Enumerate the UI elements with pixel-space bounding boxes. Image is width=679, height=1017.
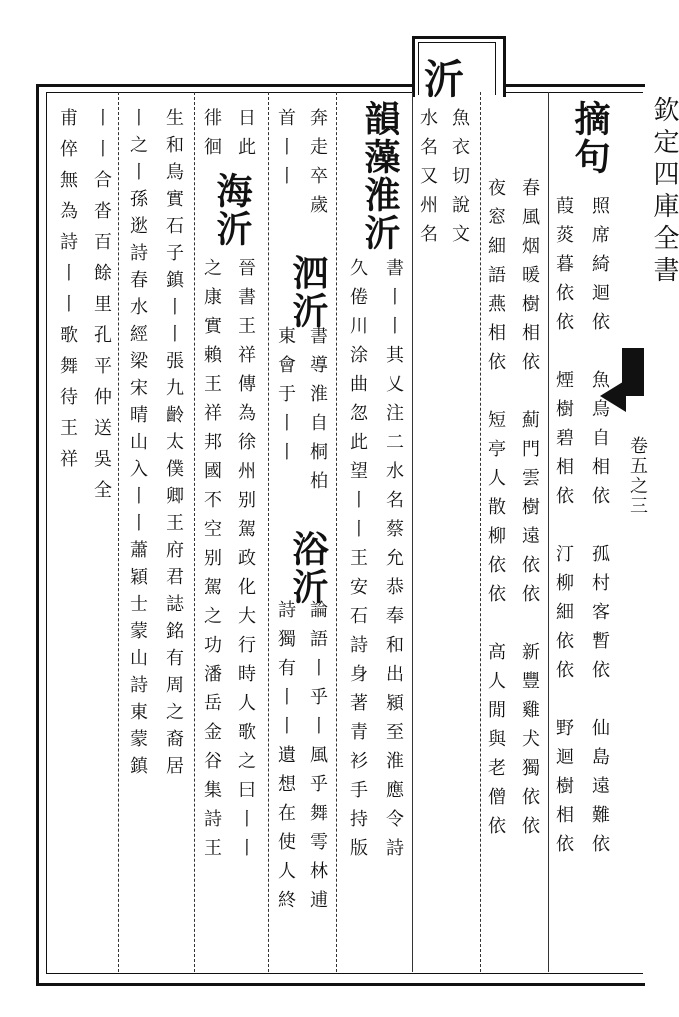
book-title: 欽定四庫全書 [649,96,679,288]
text-column-10-pre: 首丨丨 [275,108,296,195]
text-column-14: 生和鳥實石子鎮丨丨張九齡太僕卿王府君誌銘有周之裔居 [163,108,184,783]
text-column-1: 照席綺迴依 魚鳥自相依 孤村客暫依 仙島遠難依 [589,196,610,863]
text-column-5: 魚衣切說文 [449,108,470,253]
text-column-4: 夜窓細語燕相依 短亭人散柳依依 高人閒與老僧依 [485,178,506,845]
text-column-3: 春風烟暖樹相依 薊門雲樹遠依依 新豐雞犬獨依依 [519,178,540,845]
column-rule [336,92,337,972]
entry-heading-siyi: 泗沂 [287,254,329,330]
column-rule [480,92,481,972]
text-column-9-pre: 奔走卒歲 [307,108,328,224]
entry-heading-yuyi: 浴沂 [287,530,329,606]
entry-heading-zhaiju: 摘句 [569,100,611,176]
heading-character: 沂 [424,56,464,103]
entry-heading-huaiyi: 韻藻淮沂 [359,100,401,252]
column-rule [412,92,413,972]
column-rule [194,92,195,972]
text-column-7: 書丨丨其乂注二水名蔡允恭奉和出潁至淮應令詩 [383,258,404,867]
entry-heading-haiyi: 海沂 [211,172,253,248]
text-column-8: 久倦川涂曲忽此望丨丨王安石詩身著青衫手持版 [347,258,368,867]
text-column-17: 甫倅無為詩丨丨歌舞待王祥 [57,108,78,480]
text-column-16: 丨丨合沓百餘里孔平仲送吳全 [91,108,112,511]
text-column-9: 書導淮自桐柏 [307,326,328,500]
text-column-2: 葭菼暮依依 煙樹碧相依 汀柳細依依 野迴樹相依 [553,196,574,863]
text-column-11: 詩獨有丨丨遺想在使人終 [275,600,296,919]
volume-label: 卷五之三 [627,436,648,516]
text-column-13-pre: 徘徊 [201,108,222,166]
text-column-13: 之康實賴王祥邦國不空别駕之功潘岳金谷集詩王 [201,258,222,867]
text-column-12: 晉書王祥傳為徐州别駕政化大行時人歌之曰丨丨 [235,258,256,867]
text-column-10-post: 論語丨乎丨風乎舞雩林逋 [307,600,328,919]
text-column-12-pre: 日此 [235,108,256,166]
column-rule [268,92,269,972]
text-column-10: 東會于丨丨 [275,326,296,471]
column-rule [118,92,119,972]
text-column-6: 水名又州名 [417,108,438,253]
text-column-15: 丨之丨孫逖詩春水經梁宋晴山入丨丨蕭穎士蒙山詩東蒙鎮 [127,108,148,783]
column-rule [548,92,549,972]
